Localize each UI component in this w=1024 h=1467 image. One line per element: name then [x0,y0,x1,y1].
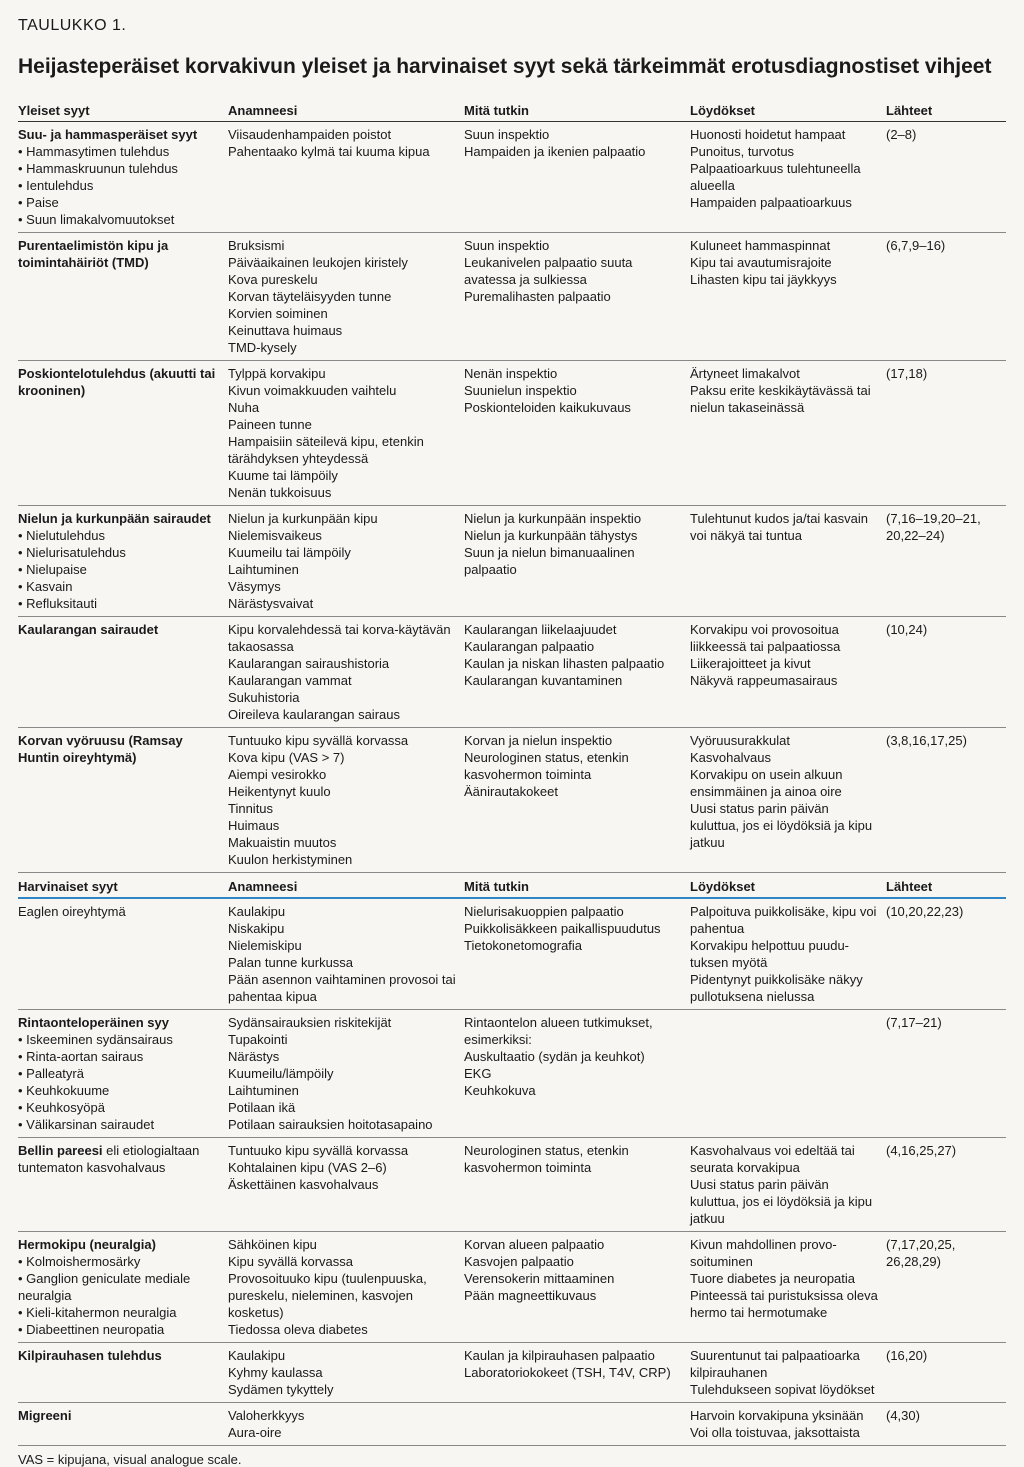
anamnesis-text: Tuntuuko kipu syvällä korvassa Kova kipu (VAS > 7) Aiempi vesirokko Heikentynyt kuulo Tinnitus Huimaus Makuaistin muutos Kuulon herkistyminen [228,733,409,867]
findings-text: Suurentunut tai palpaatioarka kilpirauhanen Tulehdukseen sopivat löydökset [690,1348,875,1397]
table-row [18,1010,1006,1138]
findings-text: Kasvohalvaus voi edeltää tai seurata korvakipua Uusi status parin päivän kuluttua, jos ei löydöksiä ja kipu jatkuu [690,1143,873,1226]
cause-subtype: • Rinta-aortan sairaus [18,1048,220,1065]
table-row [18,898,1006,1010]
diagnosis-table [18,98,1006,1446]
findings-text: Tulehtunut kudos ja/tai kasvain voi näkyä tai tuntua [690,511,869,543]
cause-subtype: • Hammaskruunun tulehdus [18,160,220,177]
findings-cell [690,1010,886,1138]
findings-text: Harvoin korvakipuna yksinään Voi olla toistuvaa, jaksottaista [690,1408,864,1440]
exam-text: Nielurisakuoppien palpaatio Puikkolisäkkeen paikallispuudutus Tietokonetomografia [464,904,661,953]
refs-cell [886,1010,1006,1138]
cause-subtype: • Ganglion geniculate mediale neuralgia [18,1270,220,1304]
table-row [18,122,1006,233]
cause-subtype: • Nielupaise [18,561,220,578]
refs-cell [886,506,1006,617]
exam-cell [464,1232,690,1343]
anamnesis-text: Kaulakipu Niskakipu Nielemiskipu Palan tunne kurkussa Pään asennon vaihtaminen provosoi tai pahentaa kipua [228,904,456,1004]
cause-name: Hermokipu (neuralgia) [18,1237,156,1252]
refs-cell [886,1138,1006,1232]
anamnesis-text: Tylppä korvakipu Kivun voimakkuuden vaihtelu Nuha Paineen tunne Hampaisiin säteilevä kipu, etenkin tärähdyksen yhteydessä Kuume tai lämpöily Nenän tukkoisuus [228,366,424,500]
table-title: Heijasteperäiset korvakivun yleiset ja harvinaiset syyt sekä tärkeimmät erotusdiagnostiset vihjeet [18,55,992,78]
findings-cell [690,1403,886,1446]
findings-text: Ärtyneet limakalvot Paksu erite keskikäytävässä tai nielun takaseinässä [690,366,871,415]
cause-name: Bellin pareesi [18,1143,103,1158]
refs-cell [886,1403,1006,1446]
table-row [18,233,1006,361]
exam-text: Korvan alueen palpaatio Kasvojen palpaatio Verensokerin mittaaminen Pään magneettikuvaus [464,1237,615,1303]
refs-cell [886,361,1006,506]
cause-cell [18,617,228,728]
cause-cell [18,233,228,361]
exam-cell [464,898,690,1010]
exam-text: Kaulan ja kilpirauhasen palpaatio Laboratoriokokeet (TSH, T4V, CRP) [464,1348,671,1380]
exam-text: Rintaontelon alueen tutkimukset, esimerkiksi: Auskultaatio (sydän ja keuhkot) EKG Keuhkokuva [464,1015,653,1098]
refs-text: (7,17,20,25, 26,28,29) [886,1237,956,1269]
exam-text: Kaularangan liikelaajuudet Kaularangan palpaatio Kaulan ja niskan lihasten palpaatio Kaularangan kuvantaminen [464,622,665,688]
anamnesis-cell [228,361,464,506]
findings-text: Palpoituva puikkolisäke, kipu voi pahentua Korvakipu helpottuu puudu-tuksen myötä Pidentynyt puikkolisäke näkyy pullotuksena nielussa [690,904,877,1004]
refs-text: (10,24) [886,622,928,637]
cause-name: Korvan vyöruusu (Ramsay Huntin oireyhtymä) [18,733,183,765]
cause-cell [18,1403,228,1446]
cause-subtype: • Diabeettinen neuropatia [18,1321,220,1338]
exam-cell [464,1403,690,1446]
table-row [18,617,1006,728]
cause-description: Eaglen oireyhtymä [18,904,126,919]
refs-cell [886,617,1006,728]
refs-text: (6,7,9–16) [886,238,946,253]
anamnesis-cell [228,728,464,873]
exam-text: Korvan ja nielun inspektio Neurologinen status, etenkin kasvohermon toiminta Äänirautakokeet [464,733,629,799]
exam-cell [464,361,690,506]
footnote: VAS = kipujana, visual analogue scale. [18,1452,242,1467]
findings-text: Vyöruusurakkulat Kasvohalvaus Korvakipu on usein alkuun ensimmäinen ja ainoa oire Uusi status parin päivän kuluttua, jos ei löydöksiä ja kipu jatkuu [690,733,873,850]
cause-cell [18,1138,228,1232]
cause-description: eli etiologialtaan tuntematon kasvohalvaus [18,1143,200,1175]
anamnesis-cell [228,1343,464,1403]
exam-cell [464,617,690,728]
findings-cell [690,233,886,361]
cause-cell [18,506,228,617]
cause-subtype: • Suun limakalvomuutokset [18,211,220,228]
table-row [18,1232,1006,1343]
anamnesis-cell [228,1010,464,1138]
header-anamnesis: Anamneesi [228,873,464,899]
findings-cell [690,728,886,873]
anamnesis-text: Sähköinen kipu Kipu syvällä korvassa Provosoituuko kipu (tuulenpuuska, pureskelu, nieleminen, kasvojen kosketus) Tiedossa oleva diabetes [228,1237,427,1337]
refs-cell [886,122,1006,233]
exam-text: Suun inspektio Leukanivelen palpaatio suuta avatessa ja sulkiessa Puremalihasten palpaatio [464,238,633,304]
anamnesis-cell [228,233,464,361]
exam-cell [464,1343,690,1403]
refs-cell [886,728,1006,873]
rare-header-row [18,873,1006,899]
findings-cell [690,1232,886,1343]
cause-subtype: • Keuhkosyöpä [18,1099,220,1116]
header-cause: Harvinaiset syyt [18,873,228,899]
refs-cell [886,898,1006,1010]
cause-cell [18,361,228,506]
refs-text: (7,17–21) [886,1015,942,1030]
anamnesis-cell [228,122,464,233]
findings-cell [690,1138,886,1232]
cause-subtype: • Kolmoishermosärky [18,1253,220,1270]
cause-subtype: • Palleatyrä [18,1065,220,1082]
refs-text: (4,30) [886,1408,920,1423]
anamnesis-text: Viisaudenhampaiden poistot Pahentaako kylmä tai kuuma kipua [228,127,430,159]
refs-text: (2–8) [886,127,917,142]
exam-cell [464,233,690,361]
exam-text: Nenän inspektio Suunielun inspektio Poskionteloiden kaikukuvaus [464,366,631,415]
findings-cell [690,617,886,728]
header-exam: Mitä tutkin [464,98,690,122]
anamnesis-cell [228,1232,464,1343]
cause-name: Poskiontelotulehdus (akuutti tai krooninen) [18,366,216,398]
anamnesis-text: Sydänsairauksien riskitekijät Tupakointi Närästys Kuumeilu/lämpöily Laihtuminen Potilaan ikä Potilaan sairauksien hoitotasapaino [228,1015,433,1132]
refs-text: (16,20) [886,1348,928,1363]
exam-cell [464,122,690,233]
cause-name: Kaularangan sairaudet [18,622,159,637]
anamnesis-cell [228,617,464,728]
refs-text: (7,16–19,20–21, 20,22–24) [886,511,981,543]
findings-text: Kuluneet hammaspinnat Kipu tai avautumisrajoite Lihasten kipu tai jäykkyys [690,238,837,287]
table-row [18,1343,1006,1403]
cause-name: Nielun ja kurkunpään sairaudet [18,511,211,526]
cause-name: Purentaelimistön kipu ja toimintahäiriöt (TMD) [18,238,169,270]
cause-cell [18,1343,228,1403]
anamnesis-cell [228,1138,464,1232]
table-row [18,728,1006,873]
table-row [18,361,1006,506]
findings-text: Huonosti hoidetut hampaat Punoitus, turvotus Palpaatioarkuus tulehtuneella alueella Hampaiden palpaatioarkuus [690,127,861,210]
findings-cell [690,506,886,617]
refs-cell [886,1343,1006,1403]
cause-cell [18,1232,228,1343]
exam-cell [464,1138,690,1232]
cause-subtype: • Iskeeminen sydänsairaus [18,1031,220,1048]
cause-subtype: • Nielutulehdus [18,527,220,544]
refs-cell [886,1232,1006,1343]
cause-subtype: • Kasvain [18,578,220,595]
common-header-row [18,98,1006,122]
anamnesis-cell [228,506,464,617]
refs-cell [886,233,1006,361]
cause-cell [18,1010,228,1138]
cause-subtype: • Paise [18,194,220,211]
cause-name: Rintaonteloperäinen syy [18,1015,169,1030]
cause-subtype: • Keuhkokuume [18,1082,220,1099]
anamnesis-text: Nielun ja kurkunpään kipu Nielemisvaikeus Kuumeilu tai lämpöily Laihtuminen Väsymys Närästysvaivat [228,511,378,611]
refs-text: (4,16,25,27) [886,1143,957,1158]
findings-cell [690,122,886,233]
findings-cell [690,1343,886,1403]
anamnesis-text: Tuntuuko kipu syvällä korvassa Kohtalainen kipu (VAS 2–6) Äskettäinen kasvohalvaus [228,1143,409,1192]
exam-text: Neurologinen status, etenkin kasvohermon toiminta [464,1143,629,1175]
header-exam: Mitä tutkin [464,873,690,899]
cause-subtype: • Ientulehdus [18,177,220,194]
cause-subtype: • Välikarsinan sairaudet [18,1116,220,1133]
findings-text: Kivun mahdollinen provo-soituminen Tuore diabetes ja neuropatia Pinteessä tai puristuksissa oleva hermo tai hermotumake [690,1237,878,1320]
table-tag: TAULUKKO 1. [18,17,127,34]
findings-text: Korvakipu voi provosoitua liikkeessä tai palpaatiossa Liikerajoitteet ja kivut Näkyvä rappeumasairaus [690,622,841,688]
cause-cell [18,728,228,873]
cause-subtype: • Hammasytimen tulehdus [18,143,220,160]
cause-name: Kilpirauhasen tulehdus [18,1348,162,1363]
table-row [18,1403,1006,1446]
header-cause: Yleiset syyt [18,98,228,122]
exam-cell [464,506,690,617]
anamnesis-text: Valoherkkyys Aura-oire [228,1408,305,1440]
anamnesis-text: Kipu korvalehdessä tai korva-käytävän takaosassa Kaularangan sairaushistoria Kaularangan vammat Sukuhistoria Oireileva kaularangan sairaus [228,622,451,722]
exam-cell [464,728,690,873]
findings-cell [690,898,886,1010]
anamnesis-text: Bruksismi Päiväaikainen leukojen kiristely Kova pureskelu Korvan täyteläisyyden tunne Korvien soiminen Keinuttava huimaus TMD-kysely [228,238,408,355]
anamnesis-text: Kaulakipu Kyhmy kaulassa Sydämen tykyttely [228,1348,334,1397]
refs-text: (3,8,16,17,25) [886,733,967,748]
cause-subtype: • Refluksitauti [18,595,220,612]
header-refs: Lähteet [886,873,1006,899]
header-refs: Lähteet [886,98,1006,122]
cause-subtype: • Nielurisatulehdus [18,544,220,561]
exam-text: Suun inspektio Hampaiden ja ikenien palpaatio [464,127,646,159]
table-body [18,98,1006,1446]
anamnesis-cell [228,898,464,1010]
header-findings: Löydökset [690,873,886,899]
anamnesis-cell [228,1403,464,1446]
findings-cell [690,361,886,506]
table-row [18,506,1006,617]
header-anamnesis: Anamneesi [228,98,464,122]
refs-text: (17,18) [886,366,928,381]
header-findings: Löydökset [690,98,886,122]
cause-subtype: • Kieli-kitahermon neuralgia [18,1304,220,1321]
table-row [18,1138,1006,1232]
cause-cell [18,122,228,233]
cause-cell [18,898,228,1010]
cause-name: Suu- ja hammasperäiset syyt [18,127,198,142]
cause-name: Migreeni [18,1408,72,1423]
refs-text: (10,20,22,23) [886,904,964,919]
exam-text: Nielun ja kurkunpään inspektio Nielun ja kurkunpään tähystys Suun ja nielun bimanuaalinen palpaatio [464,511,642,577]
exam-cell [464,1010,690,1138]
